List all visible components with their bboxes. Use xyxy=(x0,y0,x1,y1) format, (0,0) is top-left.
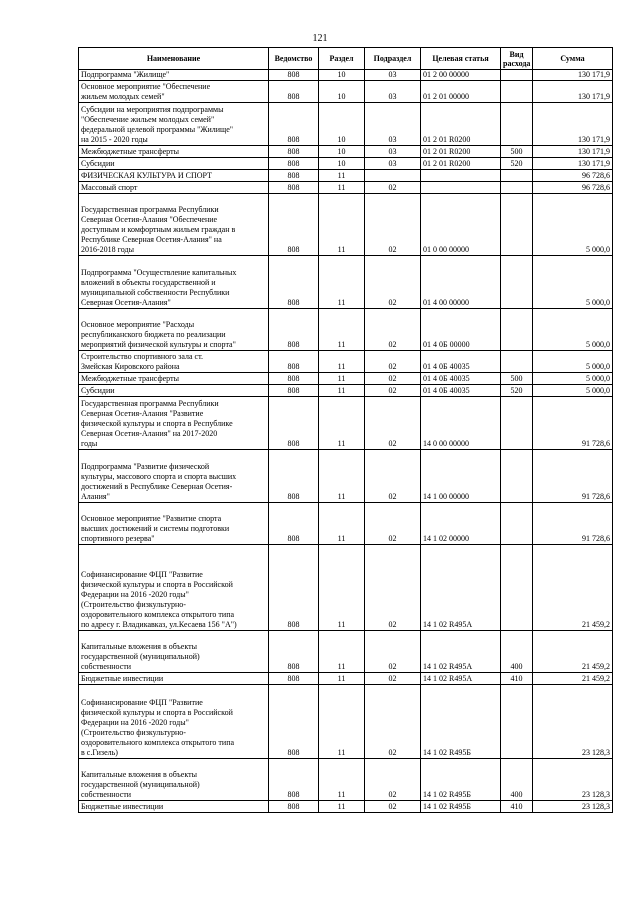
row-article: 01 0 00 00000 xyxy=(421,194,501,256)
row-sum: 5 000,0 xyxy=(533,373,613,385)
table-row xyxy=(79,309,613,351)
row-dept: 808 xyxy=(269,103,319,146)
table-row xyxy=(79,81,613,103)
row-expense: 410 xyxy=(501,801,533,813)
row-subsection: 02 xyxy=(365,545,421,631)
row-section: 10 xyxy=(319,81,365,103)
row-expense: 400 xyxy=(501,759,533,801)
table-row xyxy=(79,450,613,503)
row-article: 14 1 02 R495Б xyxy=(421,685,501,759)
row-section: 11 xyxy=(319,631,365,673)
row-name: Межбюджетные трансферты xyxy=(79,146,269,158)
row-dept: 808 xyxy=(269,146,319,158)
row-article: 01 2 01 R0200 xyxy=(421,146,501,158)
row-name: Государственная программа Республики Северная Осетия-Алания "Обеспечение доступным и комфортным жильем граждан в Республике Северная Осетия-Алания" на 2016-2018 годы xyxy=(79,194,269,256)
header-name: Наименование xyxy=(79,48,269,70)
row-subsection: 02 xyxy=(365,182,421,194)
row-article: 01 2 01 R0200 xyxy=(421,103,501,146)
row-dept: 808 xyxy=(269,397,319,450)
row-sum: 91 728,6 xyxy=(533,450,613,503)
row-subsection: 03 xyxy=(365,70,421,81)
table-row xyxy=(79,256,613,309)
row-name: Бюджетные инвестиции xyxy=(79,673,269,685)
row-article: 14 1 00 00000 xyxy=(421,450,501,503)
table-header-row xyxy=(79,48,613,70)
table-row xyxy=(79,673,613,685)
table-row xyxy=(79,545,613,631)
row-article: 14 0 00 00000 xyxy=(421,397,501,450)
row-dept: 808 xyxy=(269,81,319,103)
header-section: Раздел xyxy=(319,48,365,70)
table-row xyxy=(79,503,613,545)
row-name: Основное мероприятие "Развитие спорта высших достижений и системы подготовки спортивного резерва" xyxy=(79,503,269,545)
row-dept: 808 xyxy=(269,673,319,685)
table-body xyxy=(79,70,613,813)
row-expense xyxy=(501,450,533,503)
row-section: 11 xyxy=(319,450,365,503)
row-subsection: 02 xyxy=(365,801,421,813)
header-article: Целевая статья xyxy=(421,48,501,70)
row-expense: 520 xyxy=(501,158,533,170)
row-subsection: 02 xyxy=(365,685,421,759)
row-name: Основное мероприятие "Обеспечение жильем молодых семей" xyxy=(79,81,269,103)
table-row xyxy=(79,801,613,813)
row-sum: 130 171,9 xyxy=(533,70,613,81)
budget-table xyxy=(78,47,613,813)
row-subsection: 02 xyxy=(365,673,421,685)
row-dept: 808 xyxy=(269,373,319,385)
row-name: Субсидии xyxy=(79,158,269,170)
row-section: 11 xyxy=(319,397,365,450)
row-subsection: 02 xyxy=(365,351,421,373)
row-name: Подпрограмма "Жилище" xyxy=(79,70,269,81)
row-dept: 808 xyxy=(269,256,319,309)
row-section: 10 xyxy=(319,146,365,158)
row-subsection: 02 xyxy=(365,450,421,503)
row-dept: 808 xyxy=(269,170,319,182)
row-name: Государственная программа Республики Северная Осетия-Алания "Развитие физической культуры и спорта в Республике Северная Осетия-Алания" на 2017-2020 годы xyxy=(79,397,269,450)
row-section: 11 xyxy=(319,503,365,545)
row-article: 01 4 0Б 40035 xyxy=(421,351,501,373)
row-dept: 808 xyxy=(269,545,319,631)
row-article: 14 1 02 R495А xyxy=(421,673,501,685)
row-section: 10 xyxy=(319,70,365,81)
page-number: 121 xyxy=(312,33,328,44)
row-subsection: 03 xyxy=(365,146,421,158)
row-name: Массовый спорт xyxy=(79,182,269,194)
row-article: 01 2 01 R0200 xyxy=(421,158,501,170)
row-subsection: 02 xyxy=(365,397,421,450)
row-expense xyxy=(501,81,533,103)
row-subsection: 02 xyxy=(365,373,421,385)
row-name: Капитальные вложения в объекты государственной (муниципальной) собственности xyxy=(79,759,269,801)
row-article: 14 1 02 R495А xyxy=(421,631,501,673)
row-subsection: 03 xyxy=(365,158,421,170)
row-article xyxy=(421,170,501,182)
row-dept: 808 xyxy=(269,385,319,397)
row-article: 14 1 02 R495А xyxy=(421,545,501,631)
row-sum: 5 000,0 xyxy=(533,385,613,397)
header-dept: Ведомство xyxy=(269,48,319,70)
row-name: Субсидии xyxy=(79,385,269,397)
row-sum: 23 128,3 xyxy=(533,685,613,759)
row-article: 01 4 0Б 40035 xyxy=(421,373,501,385)
row-article: 14 1 02 R495Б xyxy=(421,759,501,801)
row-section: 11 xyxy=(319,685,365,759)
table-row xyxy=(79,158,613,170)
header-subsection: Подраздел xyxy=(365,48,421,70)
row-sum: 21 459,2 xyxy=(533,631,613,673)
table-row xyxy=(79,397,613,450)
row-dept: 808 xyxy=(269,503,319,545)
table-row xyxy=(79,103,613,146)
table-row xyxy=(79,170,613,182)
header-sum: Сумма xyxy=(533,48,613,70)
row-expense: 410 xyxy=(501,673,533,685)
row-section: 10 xyxy=(319,103,365,146)
row-dept: 808 xyxy=(269,309,319,351)
row-section: 11 xyxy=(319,673,365,685)
row-sum: 5 000,0 xyxy=(533,256,613,309)
row-article: 01 4 0Б 00000 xyxy=(421,309,501,351)
row-sum: 5 000,0 xyxy=(533,194,613,256)
row-name: Субсидии на мероприятия подпрограммы "Обеспечение жильем молодых семей" федеральной целевой программы "Жилище" на 2015 - 2020 годы xyxy=(79,103,269,146)
header-expense: Вид расхода xyxy=(501,48,533,70)
row-expense xyxy=(501,397,533,450)
row-name: Софинансирование ФЦП "Развитие физической культуры и спорта в Российской Федерации на 2016 -2020 годы" (Строительство физкультурно- оздоровительного комплекса открытого типа в с.Гизель) xyxy=(79,685,269,759)
row-sum: 130 171,9 xyxy=(533,158,613,170)
row-dept: 808 xyxy=(269,759,319,801)
row-section: 11 xyxy=(319,373,365,385)
row-sum: 5 000,0 xyxy=(533,351,613,373)
row-sum: 23 128,3 xyxy=(533,801,613,813)
row-article: 01 4 0Б 40035 xyxy=(421,385,501,397)
table-row xyxy=(79,385,613,397)
row-subsection: 02 xyxy=(365,385,421,397)
row-sum: 23 128,3 xyxy=(533,759,613,801)
row-name: Подпрограмма "Развитие физической культуры, массового спорта и спорта высших достижений в Республике Северная Осетия- Алания" xyxy=(79,450,269,503)
row-expense xyxy=(501,309,533,351)
row-name: Бюджетные инвестиции xyxy=(79,801,269,813)
row-section: 11 xyxy=(319,182,365,194)
row-dept: 808 xyxy=(269,194,319,256)
table-row xyxy=(79,70,613,81)
table-row xyxy=(79,759,613,801)
row-sum: 91 728,6 xyxy=(533,503,613,545)
row-dept: 808 xyxy=(269,685,319,759)
row-dept: 808 xyxy=(269,351,319,373)
row-subsection: 02 xyxy=(365,631,421,673)
row-subsection: 03 xyxy=(365,81,421,103)
table-row xyxy=(79,685,613,759)
row-subsection: 02 xyxy=(365,759,421,801)
row-section: 11 xyxy=(319,351,365,373)
row-dept: 808 xyxy=(269,158,319,170)
row-name: Подпрограмма "Осуществление капитальных вложений в объекты государственной и муниципальной собственности Республики Северная Осетия-Алания" xyxy=(79,256,269,309)
table-row xyxy=(79,194,613,256)
table-row xyxy=(79,182,613,194)
row-sum: 5 000,0 xyxy=(533,309,613,351)
row-section: 11 xyxy=(319,801,365,813)
row-sum: 21 459,2 xyxy=(533,545,613,631)
row-expense xyxy=(501,685,533,759)
row-subsection: 03 xyxy=(365,103,421,146)
row-section: 11 xyxy=(319,309,365,351)
table-row xyxy=(79,631,613,673)
row-section: 11 xyxy=(319,194,365,256)
row-expense xyxy=(501,545,533,631)
row-sum: 96 728,6 xyxy=(533,170,613,182)
row-expense xyxy=(501,256,533,309)
row-expense xyxy=(501,103,533,146)
row-dept: 808 xyxy=(269,182,319,194)
row-expense: 500 xyxy=(501,373,533,385)
row-sum: 130 171,9 xyxy=(533,146,613,158)
row-name: Межбюджетные трансферты xyxy=(79,373,269,385)
row-expense: 400 xyxy=(501,631,533,673)
row-section: 11 xyxy=(319,385,365,397)
table-row xyxy=(79,146,613,158)
row-dept: 808 xyxy=(269,450,319,503)
table-row xyxy=(79,373,613,385)
table-row xyxy=(79,351,613,373)
row-sum: 21 459,2 xyxy=(533,673,613,685)
row-sum: 96 728,6 xyxy=(533,182,613,194)
row-expense xyxy=(501,70,533,81)
row-subsection: 02 xyxy=(365,256,421,309)
row-name: ФИЗИЧЕСКАЯ КУЛЬТУРА И СПОРТ xyxy=(79,170,269,182)
row-expense xyxy=(501,194,533,256)
row-article: 01 4 00 00000 xyxy=(421,256,501,309)
row-dept: 808 xyxy=(269,70,319,81)
row-article: 14 1 02 R495Б xyxy=(421,801,501,813)
row-article: 14 1 02 00000 xyxy=(421,503,501,545)
row-expense: 500 xyxy=(501,146,533,158)
row-section: 11 xyxy=(319,545,365,631)
row-section: 10 xyxy=(319,158,365,170)
row-name: Софинансирование ФЦП "Развитие физической культуры и спорта в Российской Федерации на 2016 -2020 годы" (Строительство физкультурно- оздоровительного комплекса открытого типа по адресу г. Владикавказ, ул.Кесаева 156 "А") xyxy=(79,545,269,631)
row-article xyxy=(421,182,501,194)
row-sum: 91 728,6 xyxy=(533,397,613,450)
row-subsection: 02 xyxy=(365,194,421,256)
row-expense xyxy=(501,170,533,182)
row-section: 11 xyxy=(319,170,365,182)
row-subsection xyxy=(365,170,421,182)
row-name: Строительство спортивного зала ст. Змейская Кировского района xyxy=(79,351,269,373)
row-name: Капитальные вложения в объекты государственной (муниципальной) собственности xyxy=(79,631,269,673)
row-dept: 808 xyxy=(269,631,319,673)
row-expense xyxy=(501,503,533,545)
row-section: 11 xyxy=(319,256,365,309)
row-name: Основное мероприятие "Расходы республиканского бюджета по реализации мероприятий физической культуры и спорта" xyxy=(79,309,269,351)
row-subsection: 02 xyxy=(365,503,421,545)
row-sum: 130 171,9 xyxy=(533,81,613,103)
row-sum: 130 171,9 xyxy=(533,103,613,146)
row-section: 11 xyxy=(319,759,365,801)
row-subsection: 02 xyxy=(365,309,421,351)
row-expense xyxy=(501,351,533,373)
row-dept: 808 xyxy=(269,801,319,813)
row-article: 01 2 00 00000 xyxy=(421,70,501,81)
row-expense xyxy=(501,182,533,194)
row-article: 01 2 01 00000 xyxy=(421,81,501,103)
row-expense: 520 xyxy=(501,385,533,397)
